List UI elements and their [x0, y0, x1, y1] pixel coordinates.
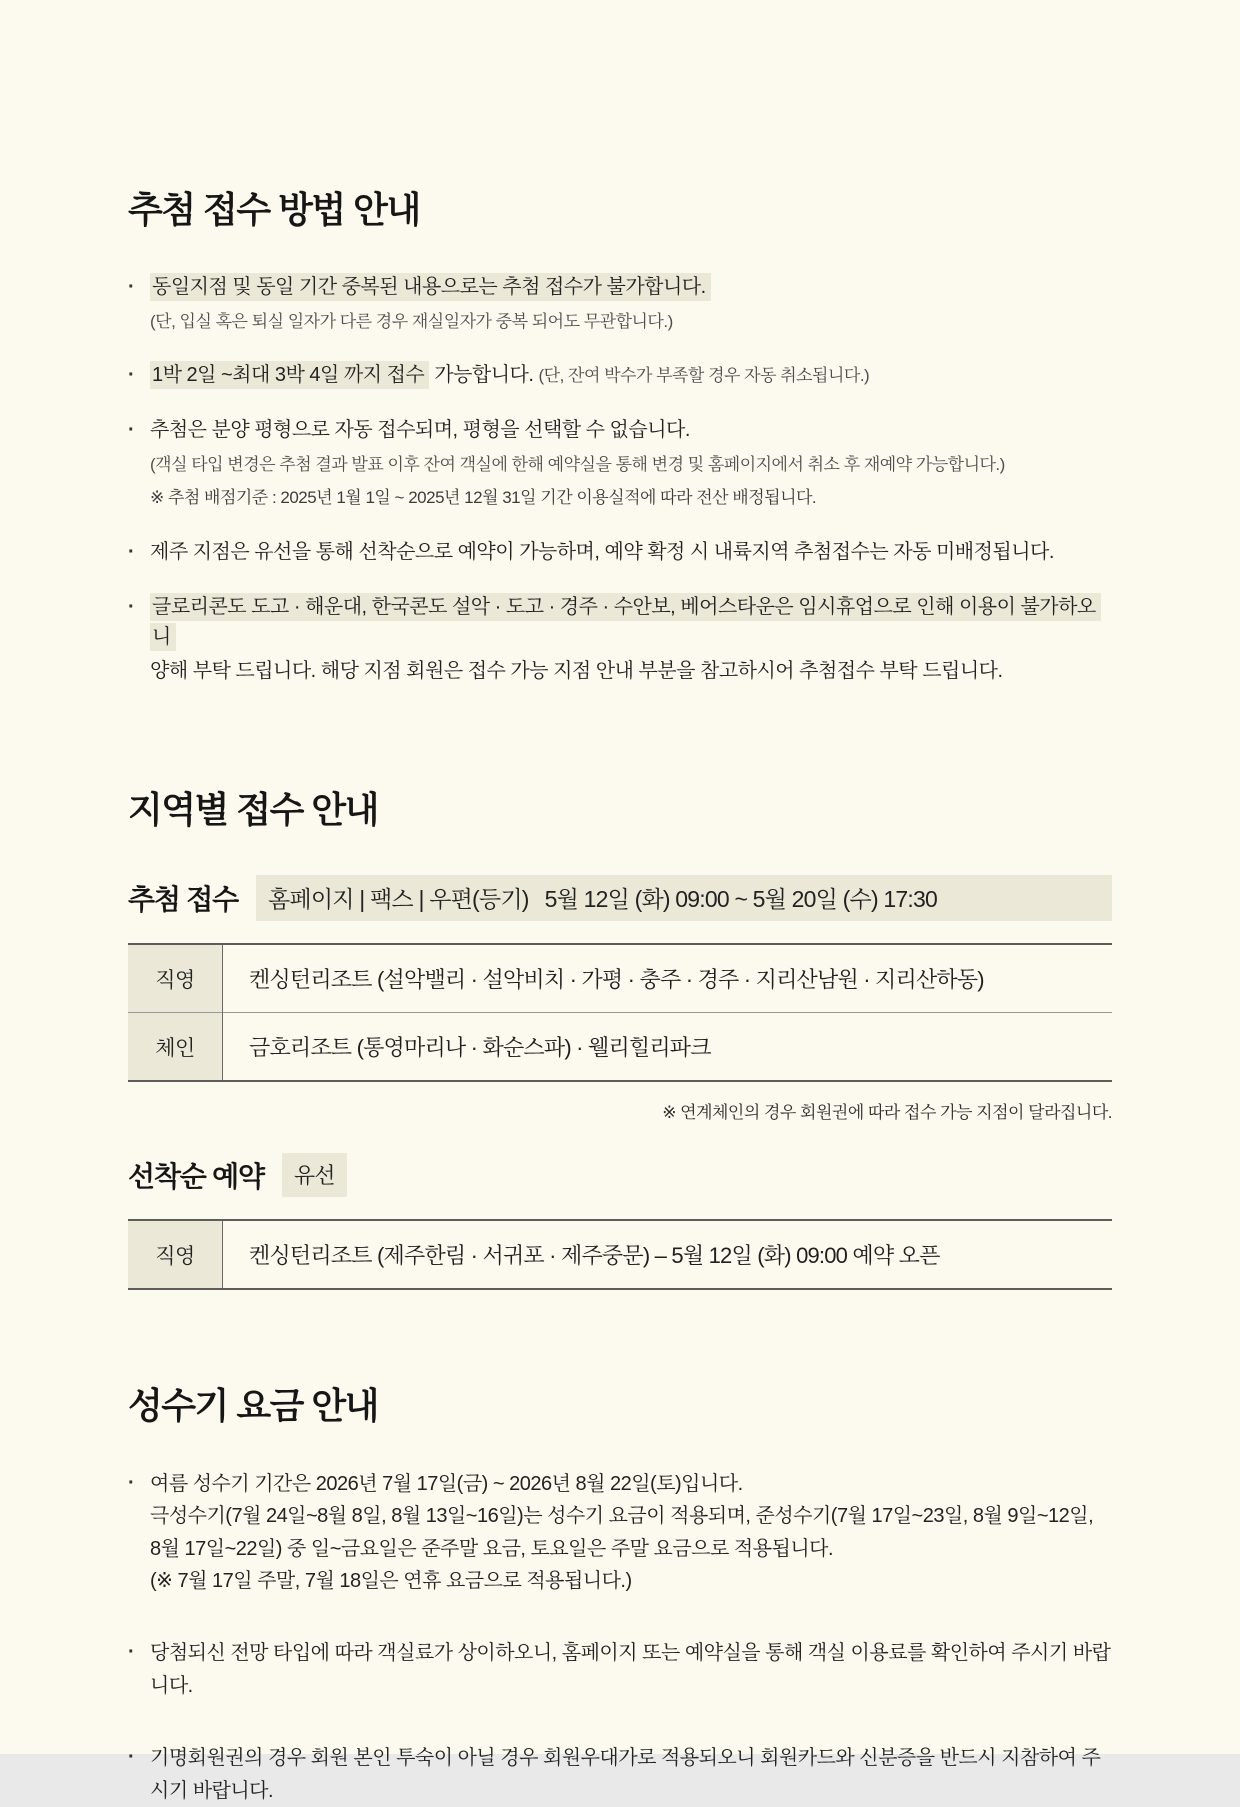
bullet-body — [150, 537, 1112, 567]
bullet-room-type-rule — [128, 415, 1112, 512]
bullet-main-text — [150, 360, 1112, 390]
table-row — [128, 1013, 1112, 1082]
peak-period-line2: 극성수기(7월 24일~8월 8일, 8월 13일~16일)는 성수기 요금이 적용되며, 준성수기(7월 17일~23일, 8월 9일~12일, — [150, 1505, 1094, 1528]
named-membership-text: 기명회원권의 경우 회원 본인 투숙이 아닐 경우 회원우대가로 적용되오니 회원카드와 신분증을 반드시 지참하여 주시기 바랍니다. — [150, 1747, 1101, 1802]
row-label-chain: 체인 — [128, 1013, 223, 1082]
room-fee-text: 당첨되신 전망 타입에 따라 객실료가 상이하오니, 홈페이지 또는 예약실을 통해 객실 이용료를 확인하여 주시기 바랍니다. — [150, 1642, 1111, 1697]
bullet-jeju-rule — [128, 537, 1112, 567]
table-row — [128, 944, 1112, 1013]
row-label-direct: 직영 — [128, 944, 223, 1013]
bullet-dot — [128, 592, 150, 622]
lottery-reception-header — [128, 875, 1112, 921]
section-title-lottery-method: 추첨 접수 방법 안내 — [128, 189, 420, 230]
bullet-body — [150, 592, 1112, 686]
bullet-body — [150, 415, 1112, 512]
bullet-named-membership — [128, 1742, 1112, 1807]
bullet-dot — [128, 1742, 150, 1772]
bullet-dot — [128, 360, 150, 390]
table-row — [128, 1220, 1112, 1289]
firstcome-reservation-header — [128, 1153, 1112, 1197]
bullet-main-text-line2: 양해 부탁 드립니다. 해당 지점 회원은 접수 가능 지점 안내 부분을 참고하시어 추첨접수 부탁 드립니다. — [150, 659, 1003, 682]
bullet-body — [150, 360, 1112, 390]
bullet-dot — [128, 415, 150, 445]
bullet-main-text — [150, 592, 1112, 652]
firstcome-reservation-table — [128, 1219, 1112, 1290]
lottery-method-bullets — [128, 272, 1112, 686]
lottery-reception-table — [128, 943, 1112, 1082]
peak-season-bullets — [128, 1468, 1112, 1807]
row-value-jeju: 켄싱턴리조트 (제주한림 · 서귀포 · 제주중문) – 5월 12일 (화) 09:00 예약 오픈 — [249, 1243, 940, 1269]
peak-period-line1: 여름 성수기 기간은 2026년 7월 17일(금) ~ 2026년 8월 22일(토)입니다. — [150, 1472, 743, 1495]
lottery-reception-schedule — [256, 875, 1112, 921]
peak-period-line3: 8월 17일~22일) 중 일~금요일은 준주말 요금, 토요일은 주말 요금으로 적용됩니다. — [150, 1537, 834, 1560]
bullet-room-fee — [128, 1637, 1112, 1702]
bullet-sub-text: (객실 타입 변경은 추첨 결과 발표 이후 잔여 객실에 한해 예약실을 통해 변경 및 홈페이지에서 취소 후 재예약 가능합니다.) — [150, 454, 1005, 474]
highlighted-text: 동일지점 및 동일 기간 중복된 내용으로는 추첨 접수가 불가합니다. — [150, 273, 711, 301]
bullet-duplicate-rule — [128, 272, 1112, 335]
row-value-chain: 금호리조트 (통영마리나 · 화순스파) · 웰리힐리파크 — [249, 1035, 711, 1061]
lottery-reception-label: 추첨 접수 — [128, 884, 238, 916]
section-lottery-method — [128, 190, 1112, 686]
section-regional-reception — [128, 790, 1112, 1291]
bullet-body — [150, 1742, 1112, 1807]
bullet-main-text — [150, 272, 1112, 302]
reception-period: 5월 12일 (화) 09:00 ~ 5월 20일 (수) 17:30 — [544, 886, 937, 913]
highlighted-text: 1박 2일 ~최대 3박 4일 까지 접수 — [150, 361, 429, 389]
peak-period-line4: (※ 7월 17일 주말, 7월 18일은 연휴 요금으로 적용됩니다.) — [150, 1569, 632, 1592]
section-peak-season-fee — [128, 1386, 1112, 1807]
firstcome-reservation-label: 선착순 예약 — [128, 1161, 264, 1193]
bullet-dot — [128, 1468, 150, 1498]
bullet-closed-branches — [128, 592, 1112, 686]
highlighted-text: 글로리콘도 도고 · 해운대, 한국콘도 설악 · 도고 · 경주 · 수안보, 베어스타운은 임시휴업으로 인해 이용이 불가하오니 — [150, 593, 1101, 651]
inline-note: (단, 잔여 박수가 부족할 경우 자동 취소됩니다.) — [538, 365, 870, 385]
row-value-direct: 켄싱턴리조트 (설악밸리 · 설악비치 · 가평 · 충주 · 경주 · 지리산남원 · 지리산하동) — [249, 967, 984, 993]
bullet-dot — [128, 272, 150, 302]
bullet-sub-text: (단, 입실 혹은 퇴실 일자가 다른 경우 재실일자가 중복 되어도 무관합니다.) — [150, 311, 673, 331]
bullet-nights-rule — [128, 360, 1112, 390]
bullet-body — [150, 1468, 1112, 1598]
section-title-peak-season: 성수기 요금 안내 — [128, 1385, 378, 1427]
bullet-body — [150, 272, 1112, 335]
bullet-peak-period — [128, 1468, 1112, 1598]
bullet-body — [150, 1637, 1112, 1702]
row-label-direct: 직영 — [128, 1220, 223, 1289]
bullet-dot — [128, 1637, 150, 1667]
bullet-dot — [128, 537, 150, 567]
reception-methods: 홈페이지 | 팩스 | 우편(등기) — [267, 886, 529, 913]
bullet-sub-text-criteria: ※ 추첨 배점기준 : 2025년 1월 1일 ~ 2025년 12월 31일 기간 이용실적에 따라 전산 배정됩니다. — [150, 488, 817, 508]
bullet-main-text: 제주 지점은 유선을 통해 선착순으로 예약이 가능하며, 예약 확정 시 내륙지역 추첨접수는 자동 미배정됩니다. — [150, 540, 1054, 563]
table-note: ※ 연계체인의 경우 회원권에 따라 접수 가능 지점이 달라집니다. — [662, 1103, 1112, 1123]
section-title-regional: 지역별 접수 안내 — [128, 788, 378, 830]
plain-text: 가능합니다. — [429, 363, 539, 386]
bullet-main-text: 추첨은 분양 평형으로 자동 접수되며, 평형을 선택할 수 없습니다. — [150, 418, 690, 441]
firstcome-method: 유선 — [282, 1153, 347, 1197]
